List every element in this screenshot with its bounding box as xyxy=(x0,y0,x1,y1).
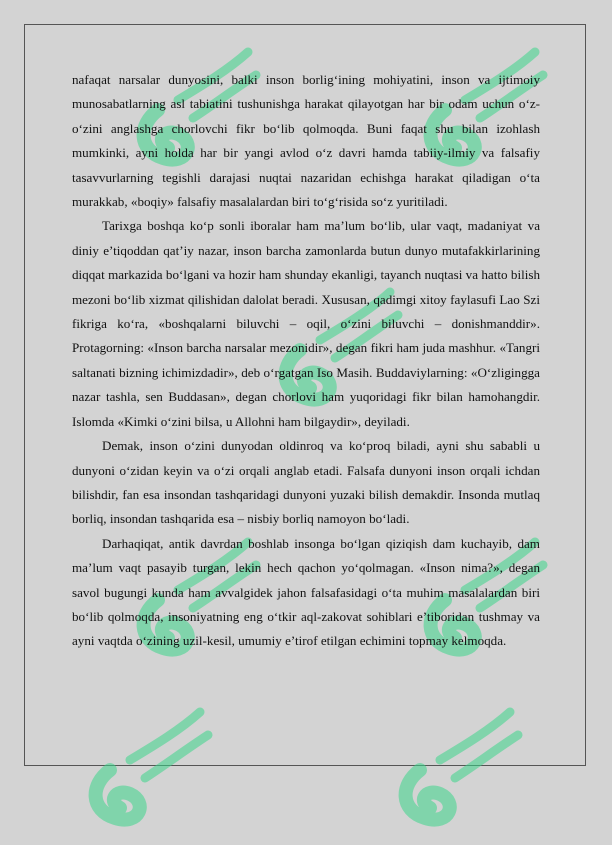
paragraph: nafaqat narsalar dunyosini, balki inson borlig‘ining mohiyatini, inson va ijtimoiy munosabatlarning asl tabiatini tushunishga harakat qilayotgan har bir odam uchun o‘z-o‘zini anglashga chorlovchi fikr bo‘lib qolmoqda. Buni faqat shu bilan izohlash mumkinki, ayni holda har bir yangi avlod o‘z davri hamda tabiiy-ilmiy va falsafiy tasavvurlarning tegishli darajasi nuqtai nazaridan echishga harakat qiladigan o‘ta murakkab, «boqiy» falsafiy masalalardan biri to‘g‘risida so‘z yuritiladi. xyxy=(72,72,540,210)
paragraph: Tarixga boshqa ko‘p sonli iboralar ham ma’lum bo‘lib, ular vaqt, madaniyat va diniy e’tiqoddan qat’iy nazar, inson barcha zamonlarda butun dunyo mutafakkirlarining diqqat markazida bo‘lgani va hozir ham shunday ekanligi, tayanch nuqtasi va hatto bilish mezoni bo‘lib xizmat qilishidan dalolat beradi. Xususan, qadimgi xitoy faylasufi Lao Szi fikriga ko‘ra, «boshqalarni biluvchi – oqil, o‘zini biluvchi – donishmanddir». Protagorning: «Inson barcha narsalar mezonidir», degan fikri ham juda mashhur. «Tangri saltanati bizning ichimizdadir», deb o‘rgatgan Iso Masih. Buddaviylarning: «O‘zligingga nazar tashla, sen Buddasan», degan chorlovi ham yuqoridagi fikr bilan hamohangdir. Islomda «Kimki o‘zini bilsa, u Allohni ham bilgaydir», deyiladi. xyxy=(72,218,540,429)
paragraph: Demak, inson o‘zini dunyodan oldinroq va ko‘proq biladi, ayni shu sababli u dunyoni o‘zidan keyin va o‘zi orqali anglab etadi. Falsafa dunyoni inson orqali ichdan bilishdir, fan esa insondan tashqaridagi dunyoni yuzaki bilish demakdir. Insonda mutlaq borliq, insondan tashqarida esa – nisbiy borliq namoyon bo‘ladi. xyxy=(72,438,540,527)
document-body xyxy=(72,68,540,654)
paragraph: Darhaqiqat, antik davrdan boshlab insonga bo‘lgan qiziqish dam kuchayib, dam ma’lum vaqt pasayib turgan, lekin hech qachon yo‘qolmagan. «Inson nima?», degan savol bugungi kunda ham avvalgidek jahon falsafasidagi o‘ta muhim masalalardan biri bo‘lib qolmoqda, insoniyatning eng o‘tkir aql-zakovat sohiblari e’tiboridan tushmay va ayni vaqtda o‘zining uzil-kesil, umumiy e’tirof etilgan echimini topmay kelmoqda. xyxy=(72,535,540,649)
